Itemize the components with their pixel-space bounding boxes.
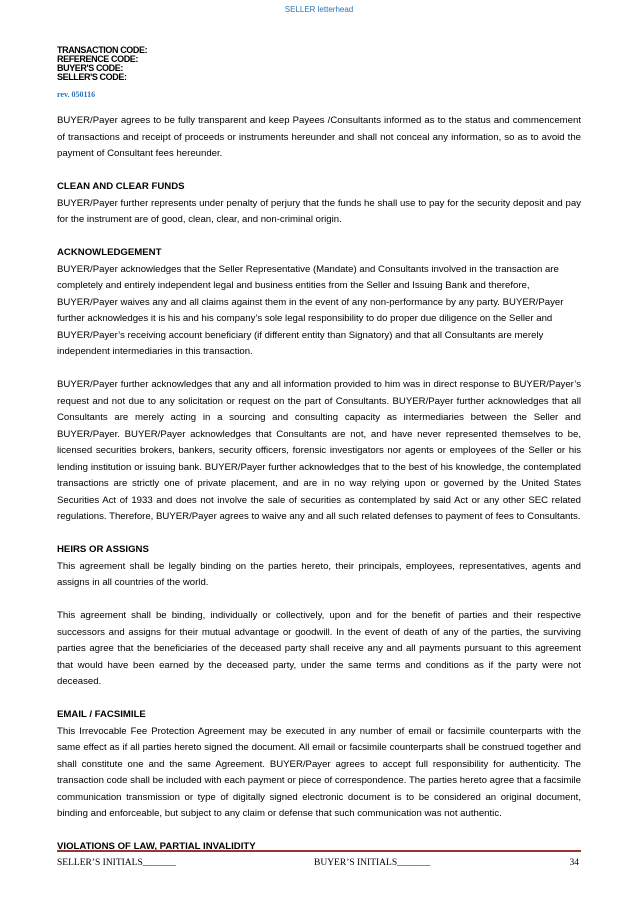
revision-number: rev. 050116 [57, 90, 96, 99]
acknowledgement-paragraph-1: BUYER/Payer acknowledges that the Seller Representative (Mandate) and Consultants involved in the transaction are completely and entirely independent legal and business entities from the Seller and Issuing Bank and therefore, BUYER/Payer waives any and all claims against them in the event of any non-performance by any party. BUYER/Payer further acknowledges it is his and his company’s sole legal responsibility to do proper due diligence on the Seller and BUYER/Payer’s receiving account beneficiary (if different entity than Signatory) and that all Consultants are merely independent intermediaries in this transaction. [57, 263, 564, 357]
transaction-codes-block [57, 46, 147, 82]
email-facsimile-paragraph: This Irrevocable Fee Protection Agreement may be executed in any number of email or facsimile counterparts with the same effect as if all parties hereto signed the document. All email or facsimile counterparts shall be construed together and shall constitute one and the same Agreement. BUYER/Payer agrees to accept full responsibility for authenticity. The transaction code shall be included with each payment or piece of correspondence. The parties hereto agree that a facsimile communication transmission or type of digitally signed electronic document is to be considered an original document, binding and enforceable, but subject to any claim or defense that such communication was not authentic. [57, 725, 581, 819]
heirs-paragraph-2: This agreement shall be binding, individually or collectively, upon and for the benefit of parties and their respective successors and assigns for their mutual advantage or goodwill. In the event of death of any of the parties, the surviving parties agree that the beneficiaries of the deceased party shall receive any and all payments pursuant to this agreement that would have been earned by the deceased party, under the same terms and conditions as if the party were not deceased. [57, 610, 581, 687]
buyers-code-label: BUYER'S CODE: [57, 63, 123, 73]
intro-paragraph: BUYER/Payer agrees to be fully transparent and keep Payees /Consultants informed as to the status and commencement of transactions and receipt of proceeds or instruments hereunder and shall not conceal any information, so as to avoid the payment of Consultant fees hereunder. [57, 115, 581, 159]
buyer-initials-line: BUYER’S INITIALS_______ [314, 858, 431, 868]
clean-funds-paragraph: BUYER/Payer further represents under penalty of perjury that the funds he shall use to pay for the security deposit and pay for the instrument are of good, clean, clear, and non-criminal origin. [57, 197, 581, 225]
email-facsimile-heading: EMAIL / FACSIMILE [57, 709, 146, 720]
agreement-body [57, 113, 581, 856]
page-number: 34 [569, 858, 579, 868]
seller-initials-line: SELLER’S INITIALS_______ [57, 858, 177, 868]
clean-funds-heading: CLEAN AND CLEAR FUNDS [57, 181, 185, 192]
page-footer [57, 858, 581, 872]
heirs-paragraph-1: This agreement shall be legally binding on the parties hereto, their principals, employees, representatives, agents and assigns in all countries of the world. [57, 560, 581, 588]
acknowledgement-heading: ACKNOWLEDGEMENT [57, 247, 162, 258]
reference-code-label: REFERENCE CODE: [57, 54, 139, 64]
transaction-code-label: TRANSACTION CODE: [57, 45, 148, 55]
seller-letterhead: SELLER letterhead [284, 5, 354, 14]
footer-divider [57, 850, 581, 852]
acknowledgement-paragraph-2: BUYER/Payer further acknowledges that any and all information provided to him was in direct response to BUYER/Payer’s request and not due to any solicitation or request on the part of Consultants. BUYER/Payer further acknowledges that all Consultants are merely acting in a sourcing and consulting capacity as intermediaries between the Seller and BUYER/Payer. BUYER/Payer acknowledges that Consultants are not, and have never represented themselves to be, licensed securities brokers, bankers, security officers, forensic investigators nor agents or employees of the Seller or his lending institution or issuing bank. BUYER/Payer further acknowledges that to the best of his knowledge, the contemplated transactions are strictly one of private placement, and are in no way relying upon or governed by the United States Securities Act of 1933 and does not involve the sale of securities as contemplated by said Act or any other SEC related regulations. Therefore, BUYER/Payer agrees to waive any and all such related defenses to payment of fees to Consultants. [57, 379, 581, 522]
violations-heading: VIOLATIONS OF LAW, PARTIAL INVALIDITY [57, 841, 256, 852]
sellers-code-label: SELLER'S CODE: [57, 72, 127, 82]
heirs-heading: HEIRS OR ASSIGNS [57, 544, 149, 555]
